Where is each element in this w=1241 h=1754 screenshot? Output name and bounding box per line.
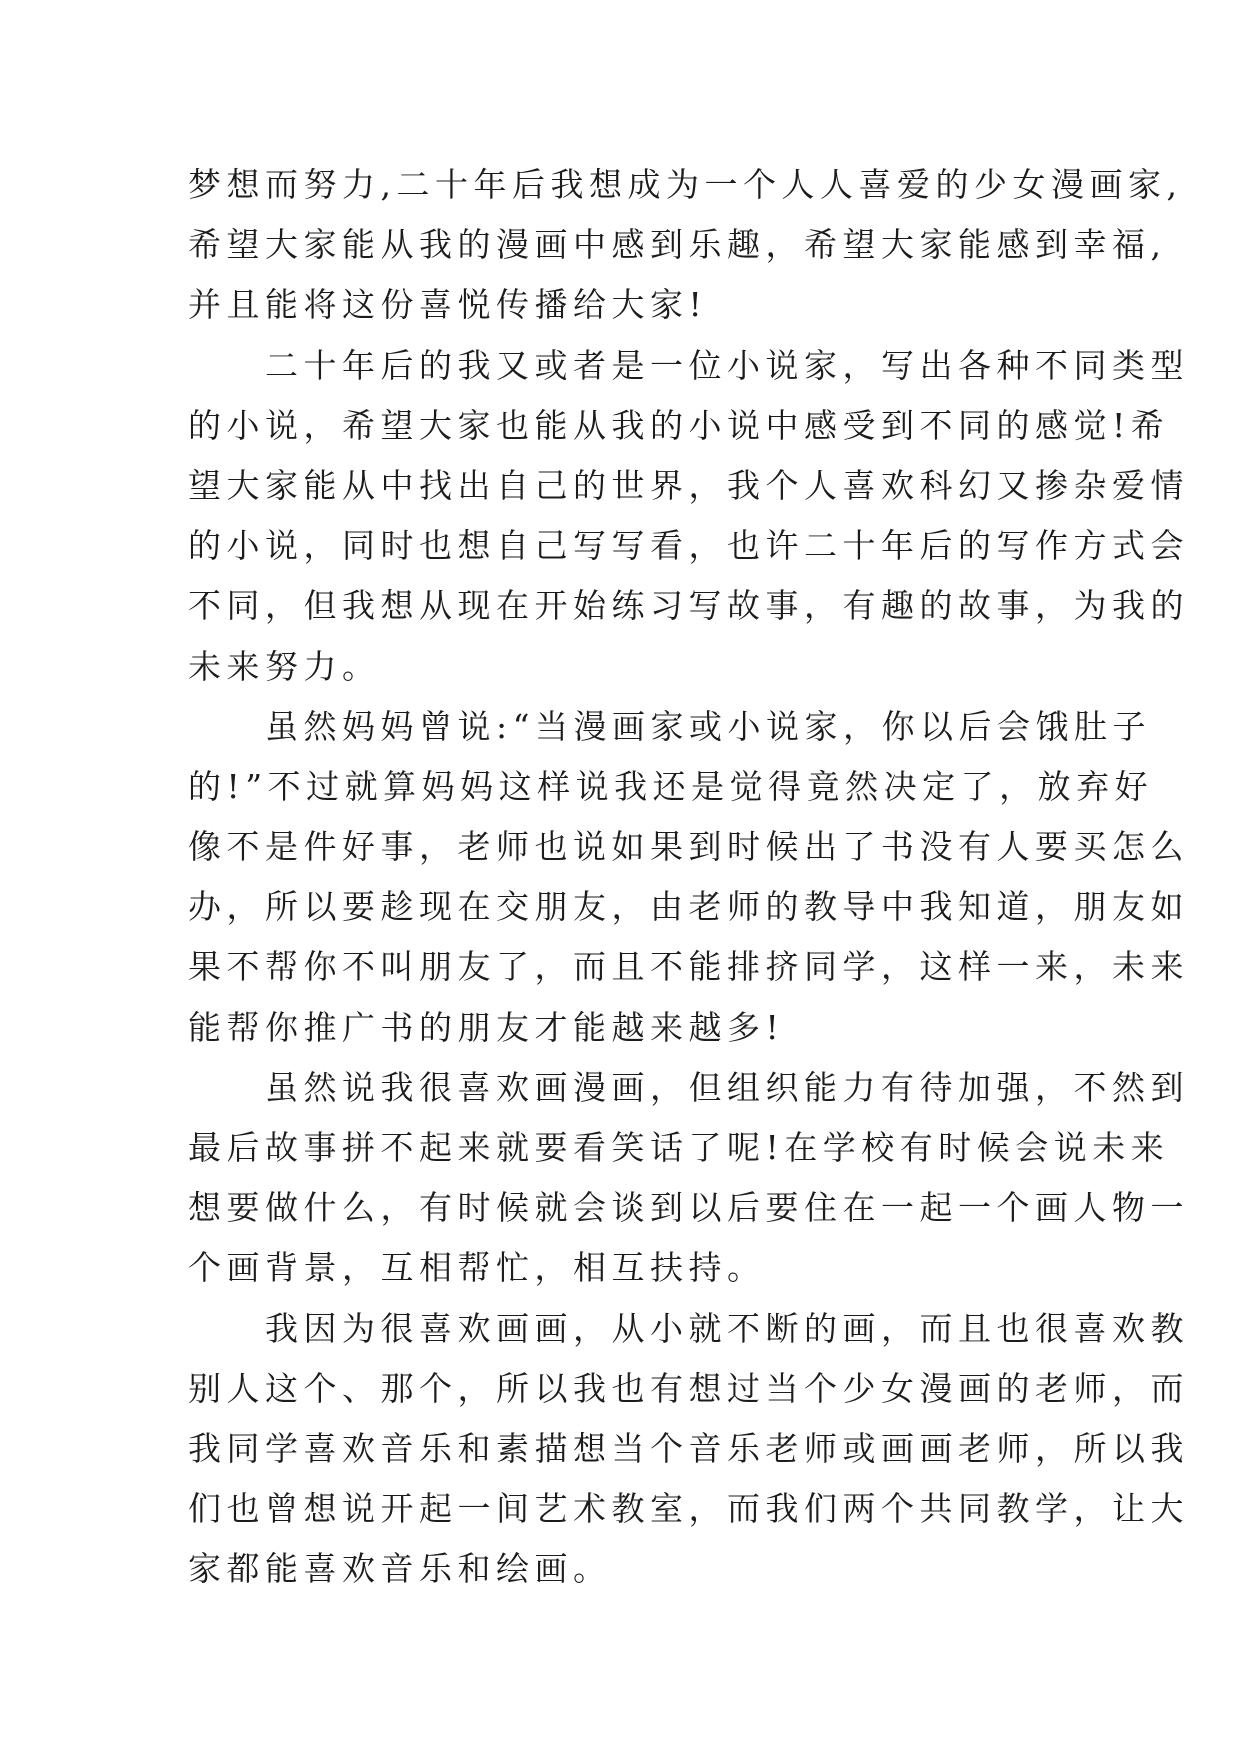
text-line: 虽然说我很喜欢画漫画，但组织能力有待加强，不然到: [188, 1067, 1189, 1107]
text-line: 未来努力。: [188, 646, 381, 686]
text-line: 我同学喜欢音乐和素描想当个音乐老师或画画老师，所以我: [188, 1428, 1189, 1468]
text-line: 希望大家能从我的漫画中感到乐趣，希望大家能感到幸福,: [188, 225, 1167, 265]
text-line: 不同，但我想从现在开始练习写故事，有趣的故事，为我的: [188, 586, 1189, 626]
text-line: 的!”不过就算妈妈这样说我还是觉得竟然决定了，放弃好: [188, 766, 1154, 806]
text-line: 望大家能从中找出自己的世界，我个人喜欢科幻又掺杂爱情: [188, 465, 1189, 505]
text-line: 别人这个、那个，所以我也有想过当个少女漫画的老师，而: [188, 1368, 1189, 1408]
text-line: 果不帮你不叫朋友了，而且不能排挤同学，这样一来，未来: [188, 947, 1189, 987]
text-line: 并且能将这份喜悦传播给大家!: [188, 285, 708, 325]
body-text: [188, 155, 1189, 1600]
text-line: 想要做什么，有时候就会谈到以后要住在一起一个画人物一: [188, 1188, 1189, 1228]
text-line: 能帮你推广书的朋友才能越来越多!: [188, 1007, 785, 1047]
text-line: 个画背景，互相帮忙，相互扶持。: [188, 1248, 766, 1288]
text-line: 家都能喜欢音乐和绘画。: [188, 1549, 612, 1589]
text-line: 最后故事拼不起来就要看笑话了呢!在学校有时候会说未来: [188, 1128, 1170, 1167]
text-line: 像不是件好事，老师也说如果到时候出了书没有人要买怎么: [188, 827, 1189, 867]
text-line: 们也曾想说开起一间艺术教室，而我们两个共同教学，让大: [188, 1489, 1189, 1529]
text-line: 我因为很喜欢画画，从小就不断的画，而且也很喜欢教: [188, 1308, 1189, 1348]
text-line: 虽然妈妈曾说:“当漫画家或小说家，你以后会饿肚子: [188, 706, 1151, 746]
text-line: 的小说，希望大家也能从我的小说中感受到不同的感觉!希: [188, 405, 1170, 445]
text-line: 的小说，同时也想自己写写看，也许二十年后的写作方式会: [188, 526, 1189, 566]
text-line: 梦想而努力,二十年后我想成为一个人人喜爱的少女漫画家,: [188, 165, 1183, 204]
text-line: 办，所以要趁现在交朋友，由老师的教导中我知道，朋友如: [188, 887, 1189, 927]
text-line: 二十年后的我又或者是一位小说家，写出各种不同类型: [188, 345, 1189, 385]
